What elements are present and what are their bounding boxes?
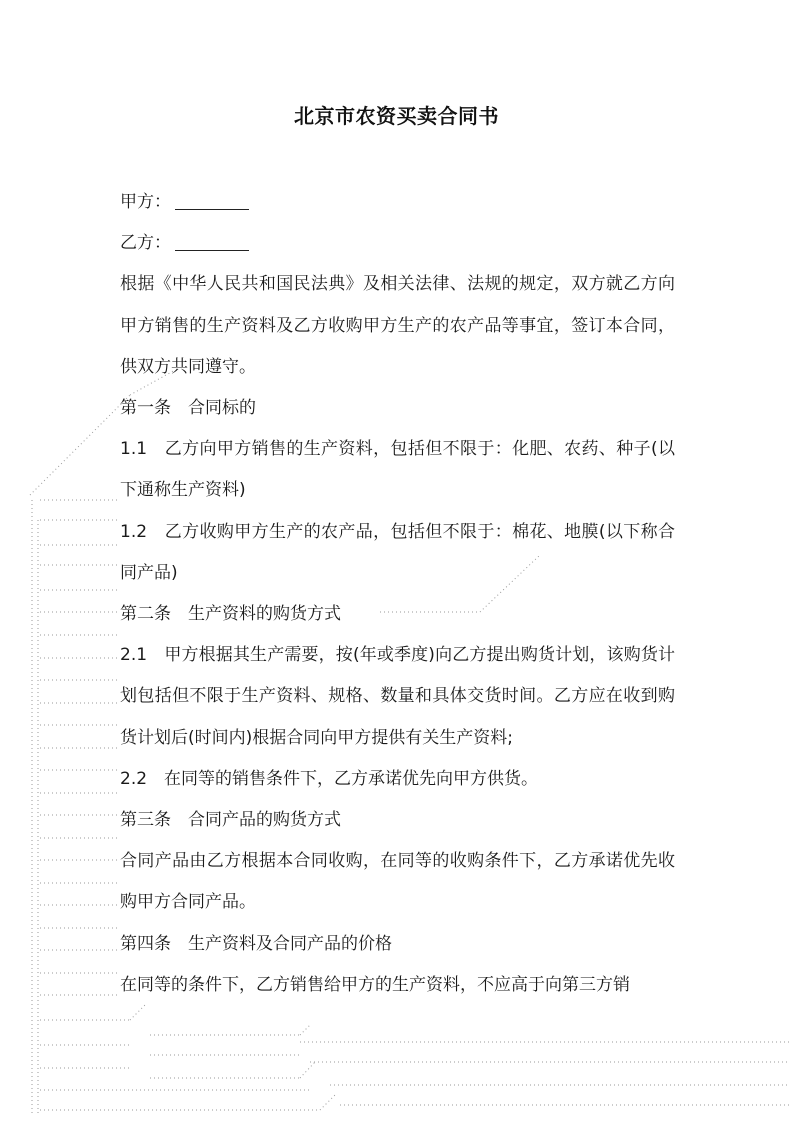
clause-1-2: 1.2 乙方收购甲方生产的农产品，包括但不限于：棉花、地膜(以下称合同产品) xyxy=(120,521,675,583)
document-body xyxy=(120,182,675,1006)
article-3-heading: 第三条 合同产品的购货方式 xyxy=(120,810,341,831)
party-a-blank xyxy=(175,208,249,210)
party-b-line xyxy=(120,223,675,264)
party-b-blank xyxy=(175,249,249,251)
article-2-heading: 第二条 生产资料的购货方式 xyxy=(120,604,341,625)
party-b-label: 乙方： xyxy=(120,233,171,254)
article-4-text: 在同等的条件下，乙方销售给甲方的生产资料，不应高于向第三方销 xyxy=(120,974,630,995)
clause-2-1: 2.1 甲方根据其生产需要，按(年或季度)向乙方提出购货计划，该购货计划包括但不限于生产资料、规格、数量和具体交货时间。乙方应在收到购货计划后(时间内)根据合同向甲方提供有关生产资料; xyxy=(120,645,675,748)
party-a-label: 甲方： xyxy=(120,192,171,212)
article-3-text: 合同产品由乙方根据本合同收购，在同等的收购条件下，乙方承诺优先收购甲方合同产品。 xyxy=(120,851,675,913)
clause-2-2: 2.2 在同等的销售条件下，乙方承诺优先向甲方供货。 xyxy=(120,768,539,789)
document-title: 北京市农资买卖合同书 xyxy=(294,104,499,128)
party-a-line xyxy=(120,182,675,223)
article-1-heading: 第一条 合同标的 xyxy=(120,398,256,419)
article-4-heading: 第四条 生产资料及合同产品的价格 xyxy=(120,933,392,954)
intro-paragraph: 根据《中华人民共和国民法典》及相关法律、法规的规定，双方就乙方向甲方销售的生产资料及乙方收购甲方生产的农产品等事宜，签订本合同，供双方共同遵守。 xyxy=(120,274,675,377)
clause-1-1: 1.1 乙方向甲方销售的生产资料，包括但不限于：化肥、农药、种子(以下通称生产资料) xyxy=(120,439,675,501)
